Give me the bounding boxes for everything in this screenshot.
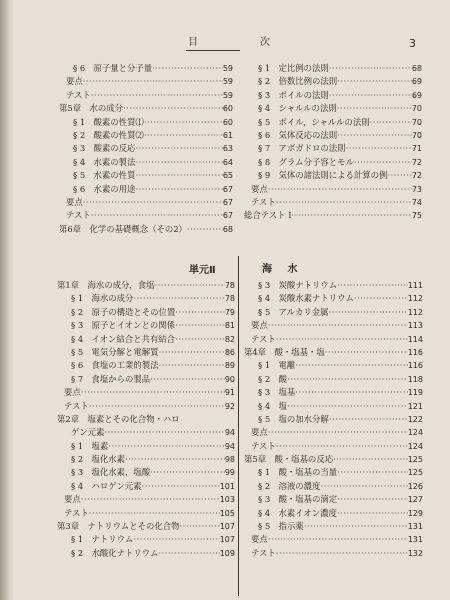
dot-leader (175, 333, 225, 346)
toc-entry (244, 196, 422, 209)
toc-entry-page: 74 (411, 197, 422, 207)
toc-entry-page: 82 (224, 334, 235, 344)
dot-leader (295, 386, 407, 399)
toc-entry-title: 要点 (251, 427, 268, 438)
toc-entry-page: 94 (224, 428, 235, 438)
toc-entry-title: § 3 原子とイオンとの関係 (71, 320, 176, 331)
toc-entry-title: § 2 水酸化ナトリウム (71, 547, 159, 558)
dot-leader (175, 306, 225, 319)
toc-entry (57, 533, 235, 546)
toc-entry (57, 400, 235, 413)
toc-entry-title: テスト (64, 400, 89, 411)
toc-entry (244, 426, 423, 439)
toc-entry-title: § 6 原子量と分子量 (73, 63, 153, 73)
toc-entry-page: 60 (222, 117, 233, 127)
dot-leader (370, 116, 412, 129)
toc-entry-page: 70 (411, 130, 422, 140)
toc-entry-title: 第3章 ナトリウムとその化合物 (57, 521, 180, 532)
toc-entry (59, 223, 233, 236)
toc-entry-title: § 2 塩化水素 (71, 454, 126, 465)
toc-entry-page: 124 (407, 441, 423, 451)
toc-entry-page: 60 (222, 104, 233, 114)
toc-entry-title: § 2 原子の構造とその位置 (71, 306, 176, 317)
toc-entry (244, 333, 423, 346)
toc-entry-title: § 3 塩化水素，塩酸 (71, 467, 151, 478)
toc-entry (244, 306, 423, 319)
toc-entry (244, 169, 422, 182)
toc-entry-page: 112 (407, 307, 423, 317)
toc-entry (244, 102, 422, 115)
dot-leader (123, 102, 223, 115)
dot-leader (91, 89, 223, 102)
toc-entry (244, 62, 422, 75)
toc-entry (244, 493, 423, 506)
dot-leader (387, 169, 411, 182)
toc-entry-page: 91 (224, 388, 235, 398)
toc-entry (57, 279, 235, 292)
dot-leader (337, 75, 412, 88)
toc-entry-page: 107 (219, 535, 235, 545)
toc-entry-title: § 1 ナトリウム (71, 534, 134, 545)
toc-entry-title: § 6 水素の用途 (73, 183, 136, 194)
toc-entry-page: 116 (407, 347, 423, 357)
dot-leader (125, 453, 225, 466)
toc-entry (244, 400, 423, 413)
title-underline (186, 50, 240, 51)
toc-entry-page: 59 (222, 77, 233, 87)
toc-entry-page: 132 (407, 548, 423, 558)
toc-entry-title: § 6 気体反応の法則 (258, 129, 338, 140)
toc-entry-page: 116 (407, 361, 423, 371)
toc-entry-title: § 2 溶液の濃度 (258, 480, 321, 491)
toc-entry (244, 279, 423, 292)
column-divider (238, 256, 239, 596)
dot-leader (346, 142, 412, 155)
toc-entry (244, 547, 423, 560)
toc-entry-page: 78 (224, 294, 235, 304)
dot-leader (268, 319, 408, 332)
toc-entry-page: 75 (411, 211, 422, 221)
toc-entry-title: § 5 塩の加水分解 (258, 413, 329, 424)
dot-leader (89, 507, 220, 520)
dot-leader (268, 183, 412, 196)
dot-leader (325, 346, 408, 359)
toc-column-bottom-right (244, 279, 423, 560)
toc-entry-page: 79 (224, 307, 235, 317)
toc-entry (244, 533, 423, 546)
toc-entry-title: テスト (64, 507, 89, 518)
dot-leader (337, 279, 408, 292)
dot-leader (159, 359, 225, 372)
toc-entry-page: 107 (219, 522, 235, 532)
toc-entry-title: ゲン元素 (71, 427, 105, 438)
toc-entry-page: 118 (407, 374, 423, 384)
toc-entry-page: 113 (407, 321, 423, 331)
toc-entry-title: § 4 イオン結合と共有結合 (71, 333, 176, 344)
toc-entry (57, 466, 235, 479)
toc-entry-title: § 4 ハロゲン元素 (71, 480, 142, 491)
toc-entry-title: 要点 (66, 196, 83, 207)
toc-entry (57, 453, 235, 466)
dot-leader (144, 116, 223, 129)
toc-entry-title: § 4 水素イオン濃度 (258, 507, 337, 518)
dot-leader (304, 520, 408, 533)
toc-entry (244, 183, 422, 196)
toc-entry-page: 70 (411, 104, 422, 114)
toc-entry-page: 129 (407, 508, 423, 518)
toc-entry (244, 292, 423, 305)
dot-leader (104, 426, 224, 439)
dot-leader (158, 547, 219, 560)
dot-leader (142, 480, 220, 493)
toc-entry-title: 第5章 水の成分 (59, 103, 123, 114)
toc-entry (59, 75, 233, 88)
toc-entry-title: § 3 炭酸ナトリウム (258, 280, 338, 290)
toc-entry (59, 209, 233, 222)
dot-leader (81, 386, 225, 399)
dot-leader (287, 373, 408, 386)
dot-leader (150, 373, 225, 386)
toc-entry-page: 90 (224, 374, 235, 384)
toc-entry-title: § 3 酸・塩基の滴定 (258, 494, 338, 505)
toc-entry-title: § 8 グラム分子容とモル (258, 156, 354, 167)
toc-entry-title: § 4 シャルルの法則 (258, 103, 337, 114)
dot-leader (276, 196, 412, 209)
dot-leader (287, 400, 408, 413)
toc-entry-page: 81 (224, 321, 235, 331)
dot-leader (89, 400, 225, 413)
toc-entry (59, 102, 233, 115)
toc-entry (244, 142, 422, 155)
toc-entry-title: § 7 アボガドロの法則 (258, 143, 346, 154)
toc-entry-title: § 1 塩素 (71, 440, 109, 451)
toc-entry-title: テスト (66, 89, 91, 100)
toc-entry (59, 156, 233, 169)
dot-leader (175, 319, 225, 332)
toc-entry-page: 125 (407, 455, 423, 465)
toc-entry (57, 386, 235, 399)
toc-entry-title: 要点 (66, 76, 83, 87)
dot-leader (159, 346, 225, 359)
dot-leader (108, 440, 225, 453)
toc-entry (59, 62, 233, 75)
toc-entry-title: § 4 炭酸水素ナトリウム (258, 293, 354, 304)
toc-entry-page: 121 (407, 401, 423, 411)
dot-leader (187, 223, 223, 236)
toc-entry (59, 183, 233, 196)
dot-leader (292, 209, 412, 222)
toc-entry (244, 129, 422, 142)
dot-leader (337, 493, 408, 506)
dot-leader (154, 279, 224, 292)
toc-entry-title: 要点 (64, 387, 81, 398)
toc-entry-title: § 3 ボイルの法則 (258, 89, 329, 100)
toc-entry-title: テスト (66, 210, 91, 221)
toc-entry (57, 319, 235, 332)
toc-entry (244, 507, 423, 520)
toc-entry-page: 92 (224, 401, 235, 411)
toc-entry (57, 520, 235, 533)
toc-entry (59, 116, 233, 129)
toc-entry-page: 109 (219, 548, 235, 558)
page-number: 3 (409, 37, 416, 50)
toc-entry-page: 68 (411, 64, 422, 73)
toc-entry (244, 466, 423, 479)
dot-leader (329, 62, 412, 75)
dot-leader (276, 333, 408, 346)
toc-entry-title: § 5 指示薬 (258, 521, 304, 532)
toc-entry-title: § 2 倍数比例の法則 (258, 76, 338, 87)
toc-entry-page: 64 (222, 157, 233, 167)
toc-entry-page: 65 (222, 171, 233, 181)
toc-entry-title: § 1 定比例の法則 (258, 63, 329, 73)
page-title: 目 次 (188, 37, 296, 48)
toc-entry-page: 59 (222, 90, 233, 100)
toc-entry-page: 99 (224, 468, 235, 478)
toc-entry (244, 75, 422, 88)
toc-entry-page: 124 (407, 428, 423, 438)
dot-leader (268, 533, 408, 546)
toc-entry-title: 要点 (64, 494, 81, 505)
dot-leader (320, 480, 407, 493)
toc-entry-page: 70 (411, 117, 422, 127)
toc-entry (244, 89, 422, 102)
toc-entry-page: 67 (222, 197, 233, 207)
toc-entry-title: § 4 水素の製法 (73, 156, 136, 167)
toc-entry-title: § 5 水素の性質 (73, 170, 136, 181)
toc-entry (57, 346, 235, 359)
toc-entry-page: 126 (407, 481, 423, 491)
toc-entry-title: § 1 酸・塩基の当量 (258, 467, 338, 478)
dot-leader (81, 493, 220, 506)
dot-leader (268, 426, 408, 439)
toc-entry-page: 131 (407, 535, 423, 545)
dot-leader (337, 129, 412, 142)
dot-leader (333, 453, 408, 466)
toc-column-top-left (59, 62, 233, 236)
toc-entry-page: 86 (224, 347, 235, 357)
toc-entry-title: § 1 電離 (258, 360, 296, 371)
toc-entry-page: 63 (222, 144, 233, 154)
toc-entry-page: 105 (219, 508, 235, 518)
toc-entry-page: 69 (411, 77, 422, 87)
toc-entry-page: 72 (411, 171, 422, 181)
dot-leader (144, 129, 223, 142)
dot-leader (337, 102, 412, 115)
toc-entry-page: 67 (222, 211, 233, 221)
dot-leader (150, 466, 225, 479)
toc-entry-title: § 5 電気分解と電解質 (71, 346, 159, 357)
dot-leader (133, 292, 224, 305)
toc-entry-title: § 3 酸素の反応 (73, 143, 136, 154)
toc-entry (57, 426, 235, 439)
dot-leader (337, 466, 408, 479)
toc-entry-page: 94 (224, 441, 235, 451)
dot-leader (276, 547, 408, 560)
dot-leader (135, 142, 222, 155)
toc-entry-page: 98 (224, 455, 235, 465)
toc-entry-page: 68 (222, 224, 233, 234)
dot-leader (328, 306, 407, 319)
dot-leader (135, 169, 222, 182)
toc-entry-title: § 4 塩 (258, 400, 287, 411)
dot-leader (135, 183, 222, 196)
page-binding-shadow (0, 0, 14, 600)
toc-entry-title: 要点 (251, 320, 268, 331)
toc-entry-title: § 5 ボイル，シャルルの法則 (258, 116, 370, 127)
toc-entry-page: 72 (411, 157, 422, 167)
toc-entry-page: 101 (219, 481, 235, 491)
toc-column-bottom-left (57, 279, 235, 560)
dot-leader (133, 533, 219, 546)
toc-entry-page: 73 (411, 184, 422, 194)
toc-entry-page: 61 (222, 130, 233, 140)
toc-entry (57, 333, 235, 346)
toc-entry-page: 89 (224, 361, 235, 371)
toc-entry (57, 413, 235, 426)
toc-entry (244, 319, 423, 332)
toc-entry-title: § 2 酸素の性質⑵ (73, 129, 144, 140)
dot-leader (329, 89, 412, 102)
toc-entry-page: 127 (407, 495, 423, 505)
toc-entry (57, 507, 235, 520)
dot-leader (152, 62, 223, 75)
toc-entry-title: テスト (251, 196, 276, 207)
toc-entry-title: § 1 海水の成分 (71, 293, 134, 304)
toc-entry-page: 71 (411, 144, 422, 154)
dot-leader (337, 507, 408, 520)
toc-entry-title: § 2 酸 (258, 373, 287, 384)
toc-entry-page: 59 (222, 64, 233, 73)
toc-entry-title: 第5章 酸・塩基の反応 (244, 454, 334, 465)
toc-entry-title: § 3 塩基 (258, 387, 296, 398)
toc-entry-title: 第2章 塩素とその化合物・ハロ (57, 413, 180, 424)
toc-entry-title: § 7 食塩からの製品 (71, 373, 151, 384)
toc-entry (244, 116, 422, 129)
toc-entry-title: § 1 酸素の性質⑴ (73, 116, 144, 127)
toc-entry (244, 359, 423, 372)
toc-entry (57, 373, 235, 386)
toc-entry (57, 547, 235, 560)
toc-entry-title: 第1章 海水の成分，食塩 (57, 280, 155, 290)
toc-entry-title: テスト (251, 440, 276, 451)
toc-entry-page: 122 (407, 414, 423, 424)
dot-leader (354, 156, 412, 169)
toc-entry (244, 156, 422, 169)
toc-entry (57, 359, 235, 372)
toc-entry-title: 要点 (251, 183, 268, 194)
toc-entry-page: 131 (407, 522, 423, 532)
toc-entry (244, 520, 423, 533)
toc-entry-title: 第4章 酸・塩基・塩 (244, 346, 325, 357)
unit-title: 海 水 (262, 264, 304, 275)
toc-entry (59, 196, 233, 209)
dot-leader (354, 292, 408, 305)
dot-leader (295, 359, 407, 372)
toc-entry-page: 69 (411, 90, 422, 100)
toc-entry (244, 373, 423, 386)
toc-entry (244, 413, 423, 426)
toc-entry-page: 67 (222, 184, 233, 194)
dot-leader (329, 413, 408, 426)
toc-entry-title: 第6章 化学の基礎概念（その2） (59, 223, 187, 234)
toc-entry-page: 119 (407, 388, 423, 398)
toc-entry-page: 111 (407, 281, 423, 290)
dot-leader (135, 156, 222, 169)
toc-entry-page: 112 (407, 294, 423, 304)
toc-entry-page: 114 (407, 334, 423, 344)
toc-entry (244, 209, 422, 222)
dot-leader (91, 209, 223, 222)
toc-entry (59, 89, 233, 102)
toc-entry (244, 346, 423, 359)
toc-entry (244, 440, 423, 453)
toc-column-top-right (244, 62, 422, 223)
toc-entry (59, 129, 233, 142)
toc-entry (59, 142, 233, 155)
dot-leader (180, 520, 220, 533)
dot-leader (83, 196, 223, 209)
toc-entry (57, 306, 235, 319)
toc-entry (244, 480, 423, 493)
dot-leader (276, 440, 408, 453)
toc-entry-title: テスト (251, 547, 276, 558)
toc-entry (57, 480, 235, 493)
unit-label: 単元Ⅱ (189, 265, 216, 276)
toc-entry-page: 78 (224, 281, 235, 290)
toc-entry (59, 169, 233, 182)
toc-entry-title: § 6 食塩の工業的製法 (71, 360, 159, 371)
toc-entry-title: 要点 (251, 534, 268, 545)
toc-entry-title: テスト (251, 333, 276, 344)
toc-entry (244, 453, 423, 466)
toc-entry (244, 386, 423, 399)
toc-entry (57, 292, 235, 305)
toc-entry-title: 総合テスト Ⅰ (244, 210, 292, 221)
toc-entry-page: 125 (407, 468, 423, 478)
toc-entry (57, 493, 235, 506)
toc-entry-page: 103 (219, 495, 235, 505)
dot-leader (83, 75, 223, 88)
toc-entry-title: § 9 気体の諸法則による計算の例 (258, 170, 388, 181)
toc-entry-title: § 5 アルカリ金属 (258, 306, 329, 317)
toc-entry (57, 440, 235, 453)
